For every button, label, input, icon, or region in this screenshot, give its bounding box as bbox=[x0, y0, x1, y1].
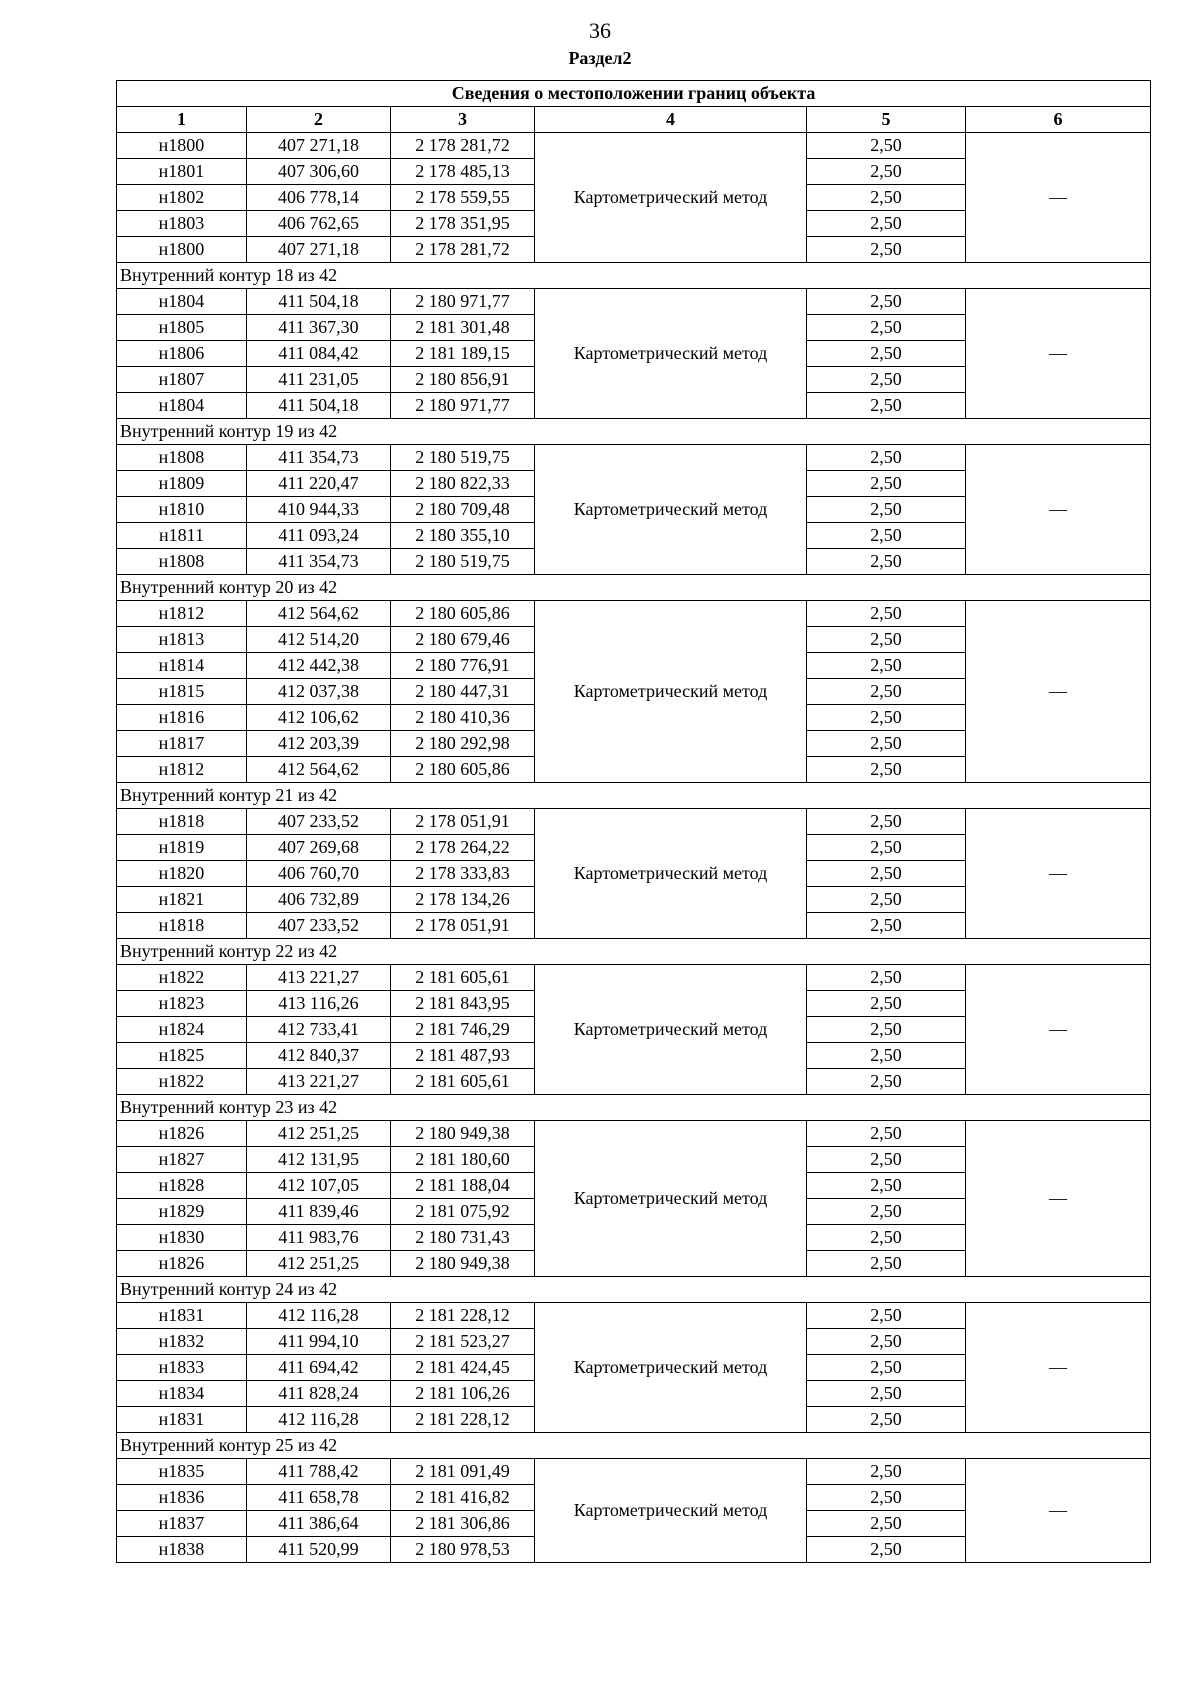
contour-label: Внутренний контур 23 из 42 bbox=[117, 1095, 1151, 1121]
accuracy-cell: 2,50 bbox=[807, 1329, 966, 1355]
point-name-cell: н1819 bbox=[117, 835, 247, 861]
y-coordinate-cell: 2 180 949,38 bbox=[391, 1251, 535, 1277]
y-coordinate-cell: 2 180 978,53 bbox=[391, 1537, 535, 1563]
x-coordinate-cell: 411 386,64 bbox=[247, 1511, 391, 1537]
table-row bbox=[117, 445, 1151, 471]
y-coordinate-cell: 2 178 281,72 bbox=[391, 237, 535, 263]
accuracy-cell: 2,50 bbox=[807, 1251, 966, 1277]
y-coordinate-cell: 2 181 487,93 bbox=[391, 1043, 535, 1069]
y-coordinate-cell: 2 181 189,15 bbox=[391, 341, 535, 367]
x-coordinate-cell: 412 251,25 bbox=[247, 1121, 391, 1147]
accuracy-cell: 2,50 bbox=[807, 315, 966, 341]
point-name-cell: н1834 bbox=[117, 1381, 247, 1407]
point-name-cell: н1804 bbox=[117, 289, 247, 315]
y-coordinate-cell: 2 181 228,12 bbox=[391, 1407, 535, 1433]
point-name-cell: н1816 bbox=[117, 705, 247, 731]
x-coordinate-cell: 411 658,78 bbox=[247, 1485, 391, 1511]
column-header: 5 bbox=[807, 107, 966, 133]
accuracy-cell: 2,50 bbox=[807, 1407, 966, 1433]
contour-row bbox=[117, 939, 1151, 965]
point-name-cell: н1823 bbox=[117, 991, 247, 1017]
accuracy-cell: 2,50 bbox=[807, 1381, 966, 1407]
col6-cell: — bbox=[966, 1459, 1151, 1563]
x-coordinate-cell: 411 504,18 bbox=[247, 289, 391, 315]
method-cell: Картометрический метод bbox=[535, 445, 807, 575]
accuracy-cell: 2,50 bbox=[807, 1199, 966, 1225]
y-coordinate-cell: 2 180 519,75 bbox=[391, 549, 535, 575]
y-coordinate-cell: 2 180 292,98 bbox=[391, 731, 535, 757]
x-coordinate-cell: 413 221,27 bbox=[247, 1069, 391, 1095]
y-coordinate-cell: 2 180 971,77 bbox=[391, 289, 535, 315]
y-coordinate-cell: 2 181 188,04 bbox=[391, 1173, 535, 1199]
method-cell: Картометрический метод bbox=[535, 1121, 807, 1277]
y-coordinate-cell: 2 178 351,95 bbox=[391, 211, 535, 237]
accuracy-cell: 2,50 bbox=[807, 913, 966, 939]
y-coordinate-cell: 2 180 776,91 bbox=[391, 653, 535, 679]
x-coordinate-cell: 411 093,24 bbox=[247, 523, 391, 549]
point-name-cell: н1835 bbox=[117, 1459, 247, 1485]
accuracy-cell: 2,50 bbox=[807, 445, 966, 471]
method-cell: Картометрический метод bbox=[535, 965, 807, 1095]
point-name-cell: н1824 bbox=[117, 1017, 247, 1043]
x-coordinate-cell: 412 564,62 bbox=[247, 601, 391, 627]
accuracy-cell: 2,50 bbox=[807, 1121, 966, 1147]
point-name-cell: н1821 bbox=[117, 887, 247, 913]
y-coordinate-cell: 2 181 843,95 bbox=[391, 991, 535, 1017]
accuracy-cell: 2,50 bbox=[807, 471, 966, 497]
method-cell: Картометрический метод bbox=[535, 289, 807, 419]
method-cell: Картометрический метод bbox=[535, 601, 807, 783]
point-name-cell: н1800 bbox=[117, 133, 247, 159]
y-coordinate-cell: 2 178 333,83 bbox=[391, 861, 535, 887]
x-coordinate-cell: 412 106,62 bbox=[247, 705, 391, 731]
accuracy-cell: 2,50 bbox=[807, 1043, 966, 1069]
col6-cell: — bbox=[966, 289, 1151, 419]
point-name-cell: н1822 bbox=[117, 1069, 247, 1095]
y-coordinate-cell: 2 181 424,45 bbox=[391, 1355, 535, 1381]
x-coordinate-cell: 411 994,10 bbox=[247, 1329, 391, 1355]
x-coordinate-cell: 407 269,68 bbox=[247, 835, 391, 861]
accuracy-cell: 2,50 bbox=[807, 627, 966, 653]
accuracy-cell: 2,50 bbox=[807, 861, 966, 887]
contour-label: Внутренний контур 22 из 42 bbox=[117, 939, 1151, 965]
column-header: 2 bbox=[247, 107, 391, 133]
y-coordinate-cell: 2 180 605,86 bbox=[391, 757, 535, 783]
point-name-cell: н1825 bbox=[117, 1043, 247, 1069]
col6-cell: — bbox=[966, 133, 1151, 263]
method-cell: Картометрический метод bbox=[535, 1303, 807, 1433]
x-coordinate-cell: 412 116,28 bbox=[247, 1303, 391, 1329]
y-coordinate-cell: 2 178 281,72 bbox=[391, 133, 535, 159]
method-cell: Картометрический метод bbox=[535, 1459, 807, 1563]
x-coordinate-cell: 406 778,14 bbox=[247, 185, 391, 211]
table-row bbox=[117, 133, 1151, 159]
accuracy-cell: 2,50 bbox=[807, 1303, 966, 1329]
accuracy-cell: 2,50 bbox=[807, 653, 966, 679]
x-coordinate-cell: 412 203,39 bbox=[247, 731, 391, 757]
point-name-cell: н1836 bbox=[117, 1485, 247, 1511]
y-coordinate-cell: 2 178 559,55 bbox=[391, 185, 535, 211]
y-coordinate-cell: 2 180 731,43 bbox=[391, 1225, 535, 1251]
x-coordinate-cell: 411 520,99 bbox=[247, 1537, 391, 1563]
x-coordinate-cell: 412 514,20 bbox=[247, 627, 391, 653]
accuracy-cell: 2,50 bbox=[807, 185, 966, 211]
x-coordinate-cell: 412 840,37 bbox=[247, 1043, 391, 1069]
contour-row bbox=[117, 575, 1151, 601]
col6-cell: — bbox=[966, 965, 1151, 1095]
x-coordinate-cell: 412 116,28 bbox=[247, 1407, 391, 1433]
contour-label: Внутренний контур 24 из 42 bbox=[117, 1277, 1151, 1303]
x-coordinate-cell: 411 694,42 bbox=[247, 1355, 391, 1381]
x-coordinate-cell: 407 233,52 bbox=[247, 809, 391, 835]
contour-label: Внутренний контур 21 из 42 bbox=[117, 783, 1151, 809]
method-cell: Картометрический метод bbox=[535, 133, 807, 263]
accuracy-cell: 2,50 bbox=[807, 341, 966, 367]
point-name-cell: н1837 bbox=[117, 1511, 247, 1537]
y-coordinate-cell: 2 180 679,46 bbox=[391, 627, 535, 653]
x-coordinate-cell: 407 233,52 bbox=[247, 913, 391, 939]
x-coordinate-cell: 412 564,62 bbox=[247, 757, 391, 783]
point-name-cell: н1804 bbox=[117, 393, 247, 419]
y-coordinate-cell: 2 178 134,26 bbox=[391, 887, 535, 913]
x-coordinate-cell: 411 231,05 bbox=[247, 367, 391, 393]
accuracy-cell: 2,50 bbox=[807, 601, 966, 627]
point-name-cell: н1818 bbox=[117, 913, 247, 939]
accuracy-cell: 2,50 bbox=[807, 1225, 966, 1251]
x-coordinate-cell: 406 762,65 bbox=[247, 211, 391, 237]
accuracy-cell: 2,50 bbox=[807, 549, 966, 575]
y-coordinate-cell: 2 181 523,27 bbox=[391, 1329, 535, 1355]
table-row bbox=[117, 809, 1151, 835]
point-name-cell: н1808 bbox=[117, 445, 247, 471]
y-coordinate-cell: 2 180 949,38 bbox=[391, 1121, 535, 1147]
accuracy-cell: 2,50 bbox=[807, 497, 966, 523]
x-coordinate-cell: 406 760,70 bbox=[247, 861, 391, 887]
point-name-cell: н1802 bbox=[117, 185, 247, 211]
x-coordinate-cell: 412 442,38 bbox=[247, 653, 391, 679]
accuracy-cell: 2,50 bbox=[807, 1485, 966, 1511]
point-name-cell: н1826 bbox=[117, 1121, 247, 1147]
y-coordinate-cell: 2 178 485,13 bbox=[391, 159, 535, 185]
y-coordinate-cell: 2 181 605,61 bbox=[391, 965, 535, 991]
y-coordinate-cell: 2 180 605,86 bbox=[391, 601, 535, 627]
contour-row bbox=[117, 263, 1151, 289]
point-name-cell: н1803 bbox=[117, 211, 247, 237]
column-header: 1 bbox=[117, 107, 247, 133]
point-name-cell: н1811 bbox=[117, 523, 247, 549]
contour-row bbox=[117, 783, 1151, 809]
accuracy-cell: 2,50 bbox=[807, 211, 966, 237]
y-coordinate-cell: 2 181 306,86 bbox=[391, 1511, 535, 1537]
x-coordinate-cell: 407 306,60 bbox=[247, 159, 391, 185]
x-coordinate-cell: 413 221,27 bbox=[247, 965, 391, 991]
point-name-cell: н1815 bbox=[117, 679, 247, 705]
x-coordinate-cell: 411 983,76 bbox=[247, 1225, 391, 1251]
y-coordinate-cell: 2 180 856,91 bbox=[391, 367, 535, 393]
accuracy-cell: 2,50 bbox=[807, 679, 966, 705]
point-name-cell: н1829 bbox=[117, 1199, 247, 1225]
y-coordinate-cell: 2 180 822,33 bbox=[391, 471, 535, 497]
x-coordinate-cell: 410 944,33 bbox=[247, 497, 391, 523]
contour-label: Внутренний контур 19 из 42 bbox=[117, 419, 1151, 445]
point-name-cell: н1814 bbox=[117, 653, 247, 679]
col6-cell: — bbox=[966, 445, 1151, 575]
point-name-cell: н1826 bbox=[117, 1251, 247, 1277]
point-name-cell: н1833 bbox=[117, 1355, 247, 1381]
contour-row bbox=[117, 419, 1151, 445]
page-number: 36 bbox=[589, 18, 611, 43]
col6-cell: — bbox=[966, 809, 1151, 939]
y-coordinate-cell: 2 181 106,26 bbox=[391, 1381, 535, 1407]
x-coordinate-cell: 411 828,24 bbox=[247, 1381, 391, 1407]
method-cell: Картометрический метод bbox=[535, 809, 807, 939]
point-name-cell: н1808 bbox=[117, 549, 247, 575]
y-coordinate-cell: 2 181 416,82 bbox=[391, 1485, 535, 1511]
section-title: Раздел2 bbox=[568, 48, 632, 68]
accuracy-cell: 2,50 bbox=[807, 991, 966, 1017]
x-coordinate-cell: 407 271,18 bbox=[247, 237, 391, 263]
point-name-cell: н1830 bbox=[117, 1225, 247, 1251]
accuracy-cell: 2,50 bbox=[807, 705, 966, 731]
y-coordinate-cell: 2 180 355,10 bbox=[391, 523, 535, 549]
boundary-table bbox=[116, 80, 1151, 1563]
x-coordinate-cell: 412 251,25 bbox=[247, 1251, 391, 1277]
contour-row bbox=[117, 1433, 1151, 1459]
table-row bbox=[117, 965, 1151, 991]
y-coordinate-cell: 2 181 605,61 bbox=[391, 1069, 535, 1095]
y-coordinate-cell: 2 181 228,12 bbox=[391, 1303, 535, 1329]
point-name-cell: н1817 bbox=[117, 731, 247, 757]
y-coordinate-cell: 2 178 051,91 bbox=[391, 809, 535, 835]
x-coordinate-cell: 406 732,89 bbox=[247, 887, 391, 913]
point-name-cell: н1805 bbox=[117, 315, 247, 341]
x-coordinate-cell: 412 107,05 bbox=[247, 1173, 391, 1199]
accuracy-cell: 2,50 bbox=[807, 1537, 966, 1563]
accuracy-cell: 2,50 bbox=[807, 757, 966, 783]
contour-label: Внутренний контур 20 из 42 bbox=[117, 575, 1151, 601]
point-name-cell: н1809 bbox=[117, 471, 247, 497]
y-coordinate-cell: 2 180 447,31 bbox=[391, 679, 535, 705]
x-coordinate-cell: 412 733,41 bbox=[247, 1017, 391, 1043]
accuracy-cell: 2,50 bbox=[807, 887, 966, 913]
point-name-cell: н1800 bbox=[117, 237, 247, 263]
point-name-cell: н1832 bbox=[117, 1329, 247, 1355]
x-coordinate-cell: 411 504,18 bbox=[247, 393, 391, 419]
point-name-cell: н1838 bbox=[117, 1537, 247, 1563]
accuracy-cell: 2,50 bbox=[807, 367, 966, 393]
accuracy-cell: 2,50 bbox=[807, 159, 966, 185]
accuracy-cell: 2,50 bbox=[807, 1355, 966, 1381]
y-coordinate-cell: 2 181 180,60 bbox=[391, 1147, 535, 1173]
point-name-cell: н1813 bbox=[117, 627, 247, 653]
point-name-cell: н1812 bbox=[117, 757, 247, 783]
col6-cell: — bbox=[966, 601, 1151, 783]
x-coordinate-cell: 411 220,47 bbox=[247, 471, 391, 497]
point-name-cell: н1828 bbox=[117, 1173, 247, 1199]
table-caption: Сведения о местоположении границ объекта bbox=[117, 81, 1151, 107]
contour-label: Внутренний контур 25 из 42 bbox=[117, 1433, 1151, 1459]
x-coordinate-cell: 411 788,42 bbox=[247, 1459, 391, 1485]
accuracy-cell: 2,50 bbox=[807, 1173, 966, 1199]
table-row bbox=[117, 289, 1151, 315]
y-coordinate-cell: 2 180 410,36 bbox=[391, 705, 535, 731]
x-coordinate-cell: 411 367,30 bbox=[247, 315, 391, 341]
point-name-cell: н1801 bbox=[117, 159, 247, 185]
point-name-cell: н1810 bbox=[117, 497, 247, 523]
y-coordinate-cell: 2 181 091,49 bbox=[391, 1459, 535, 1485]
x-coordinate-cell: 412 037,38 bbox=[247, 679, 391, 705]
accuracy-cell: 2,50 bbox=[807, 393, 966, 419]
accuracy-cell: 2,50 bbox=[807, 809, 966, 835]
table-row bbox=[117, 1121, 1151, 1147]
point-name-cell: н1827 bbox=[117, 1147, 247, 1173]
accuracy-cell: 2,50 bbox=[807, 289, 966, 315]
accuracy-cell: 2,50 bbox=[807, 1017, 966, 1043]
y-coordinate-cell: 2 178 264,22 bbox=[391, 835, 535, 861]
accuracy-cell: 2,50 bbox=[807, 731, 966, 757]
accuracy-cell: 2,50 bbox=[807, 835, 966, 861]
table-row bbox=[117, 1459, 1151, 1485]
accuracy-cell: 2,50 bbox=[807, 1069, 966, 1095]
y-coordinate-cell: 2 180 971,77 bbox=[391, 393, 535, 419]
table-caption-row bbox=[117, 81, 1151, 107]
x-coordinate-cell: 412 131,95 bbox=[247, 1147, 391, 1173]
point-name-cell: н1831 bbox=[117, 1303, 247, 1329]
y-coordinate-cell: 2 178 051,91 bbox=[391, 913, 535, 939]
column-header: 4 bbox=[535, 107, 807, 133]
point-name-cell: н1822 bbox=[117, 965, 247, 991]
accuracy-cell: 2,50 bbox=[807, 1147, 966, 1173]
column-header: 6 bbox=[966, 107, 1151, 133]
accuracy-cell: 2,50 bbox=[807, 965, 966, 991]
y-coordinate-cell: 2 180 709,48 bbox=[391, 497, 535, 523]
accuracy-cell: 2,50 bbox=[807, 133, 966, 159]
x-coordinate-cell: 411 354,73 bbox=[247, 549, 391, 575]
y-coordinate-cell: 2 180 519,75 bbox=[391, 445, 535, 471]
accuracy-cell: 2,50 bbox=[807, 237, 966, 263]
col6-cell: — bbox=[966, 1121, 1151, 1277]
table-row bbox=[117, 601, 1151, 627]
table-row bbox=[117, 1303, 1151, 1329]
contour-row bbox=[117, 1095, 1151, 1121]
point-name-cell: н1820 bbox=[117, 861, 247, 887]
x-coordinate-cell: 411 839,46 bbox=[247, 1199, 391, 1225]
col6-cell: — bbox=[966, 1303, 1151, 1433]
x-coordinate-cell: 411 084,42 bbox=[247, 341, 391, 367]
x-coordinate-cell: 407 271,18 bbox=[247, 133, 391, 159]
point-name-cell: н1807 bbox=[117, 367, 247, 393]
x-coordinate-cell: 411 354,73 bbox=[247, 445, 391, 471]
point-name-cell: н1812 bbox=[117, 601, 247, 627]
point-name-cell: н1806 bbox=[117, 341, 247, 367]
x-coordinate-cell: 413 116,26 bbox=[247, 991, 391, 1017]
accuracy-cell: 2,50 bbox=[807, 1511, 966, 1537]
contour-row bbox=[117, 1277, 1151, 1303]
column-header-row bbox=[117, 107, 1151, 133]
y-coordinate-cell: 2 181 301,48 bbox=[391, 315, 535, 341]
accuracy-cell: 2,50 bbox=[807, 523, 966, 549]
y-coordinate-cell: 2 181 075,92 bbox=[391, 1199, 535, 1225]
accuracy-cell: 2,50 bbox=[807, 1459, 966, 1485]
y-coordinate-cell: 2 181 746,29 bbox=[391, 1017, 535, 1043]
contour-label: Внутренний контур 18 из 42 bbox=[117, 263, 1151, 289]
column-header: 3 bbox=[391, 107, 535, 133]
point-name-cell: н1818 bbox=[117, 809, 247, 835]
point-name-cell: н1831 bbox=[117, 1407, 247, 1433]
